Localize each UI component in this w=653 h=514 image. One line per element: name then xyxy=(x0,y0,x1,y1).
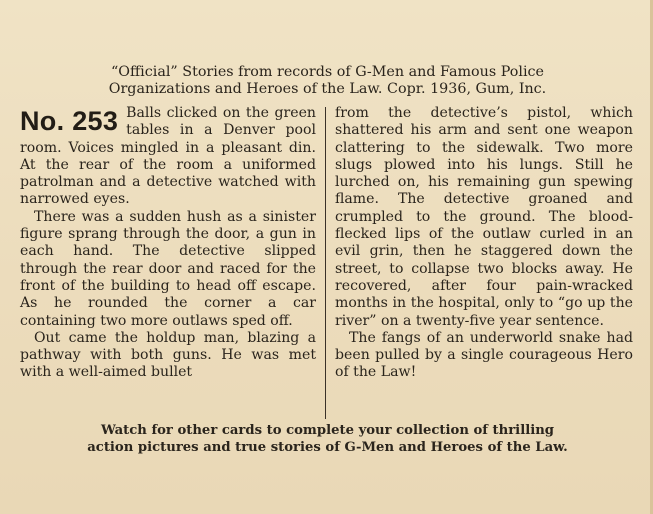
footer-line-1: Watch for other cards to complete your collection of thrilling xyxy=(100,423,555,438)
story-right-column xyxy=(335,105,633,423)
story-left-column xyxy=(20,105,316,423)
column-divider xyxy=(325,107,326,419)
header-line-1: “Official” Stories from records of G-Men and Famous Police xyxy=(110,64,545,80)
story-paragraph-2: There was a sudden hush as a sinister figure sprang through the door, a gun in each hand. The detective slipped through the rear door and raced for the front of the building to head off escape. As he rounded the corner a car containing two more outlaws sped off. xyxy=(20,208,316,329)
story-body xyxy=(20,105,635,423)
story-paragraph-3: Out came the holdup man, blazing a pathway with both guns. He was met with a well-aimed bullet xyxy=(20,329,316,381)
card-number: No. 253 xyxy=(20,106,119,136)
card-header xyxy=(20,64,635,98)
story-paragraph-3-continued: from the detective’s pistol, which shattered his arm and sent one weapon clattering to the sidewalk. Two more slugs plowed into his lungs. Still he lurched on, his remaining gun spewing flame. The detective groaned and crumpled to the ground. The blood-flecked lips of the outlaw curled in an evil grin, then he staggered down the street, to collapse two blocks away. He recovered, after four pain-wracked months in the hospital, only to “go up the river” on a twenty-five year sentence. xyxy=(335,105,633,329)
header-line-2: Organizations and Heroes of the Law. Copr. 1936, Gum, Inc. xyxy=(108,81,547,97)
story-paragraph-4: The fangs of an underworld snake had been pulled by a single courageous Hero of the Law! xyxy=(335,329,633,381)
story-paragraph-1: Balls clicked on the green tables in a Denver pool room. Voices mingled in a pleasant din. At the rear of the room a uniformed patrolman and a detective watched with narrowed eyes. xyxy=(20,105,316,208)
card-footer xyxy=(20,423,635,456)
footer-line-2: action pictures and true stories of G-Men and Heroes of the Law. xyxy=(87,439,568,455)
